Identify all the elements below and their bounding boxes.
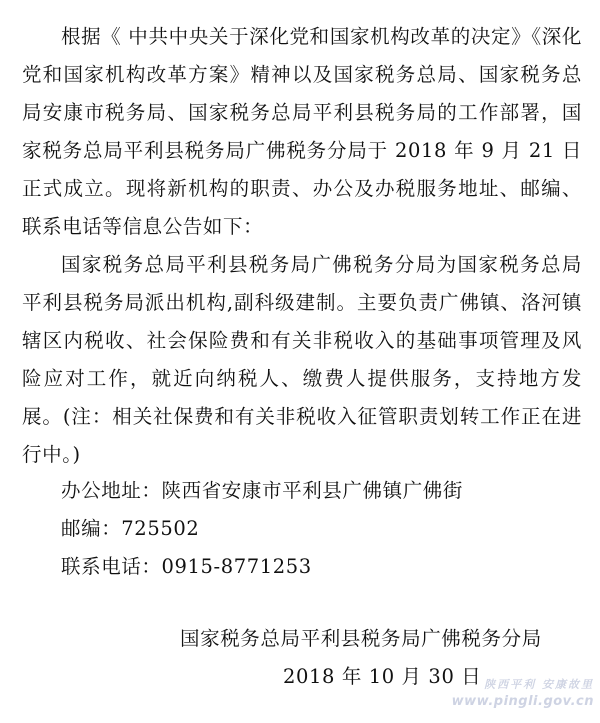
signature-organization: 国家税务总局平利县税务局广佛税务分局 [180, 627, 542, 650]
intro-paragraph: 根据《 中共中央关于深化党和国家机构改革的决定》《深化党和国家机构改革方案》精神以及国家税务总局、国家税务总局安康市税务局、国家税务总局平利县税务局的工作部署，国家税务总局平利县税务局广佛税务分局于 2018 年 9 月 21 日正式成立。现将新机构的职责、办公及办税服务地址、邮编、联系电话等信息公告如下： [22, 25, 582, 238]
signature-date: 2018 年 10 月 30 日 [283, 665, 482, 688]
contact-phone: 联系电话：0915-8771253 [61, 555, 312, 578]
office-address: 办公地址：陕西省安康市平利县广佛镇广佛街 [61, 479, 464, 502]
duties-paragraph: 国家税务总局平利县税务局广佛税务分局为国家税务总局平利县税务局派出机构,副科级建制。主要负责广佛镇、洛河镇辖区内税收、社会保险费和有关非税收入的基础事项管理及风险应对工作，就近向纳税人、缴费人提供服务，支持地方发展。(注：相关社保费和有关非税收入征管职责划转工作正在进行中。) [22, 253, 582, 466]
watermark-url: www.pingli.gov.cn [451, 694, 594, 709]
postcode: 邮编：725502 [61, 517, 200, 540]
watermark-text: 陕西平利 安康故里 [484, 678, 594, 691]
site-watermark [452, 676, 594, 710]
